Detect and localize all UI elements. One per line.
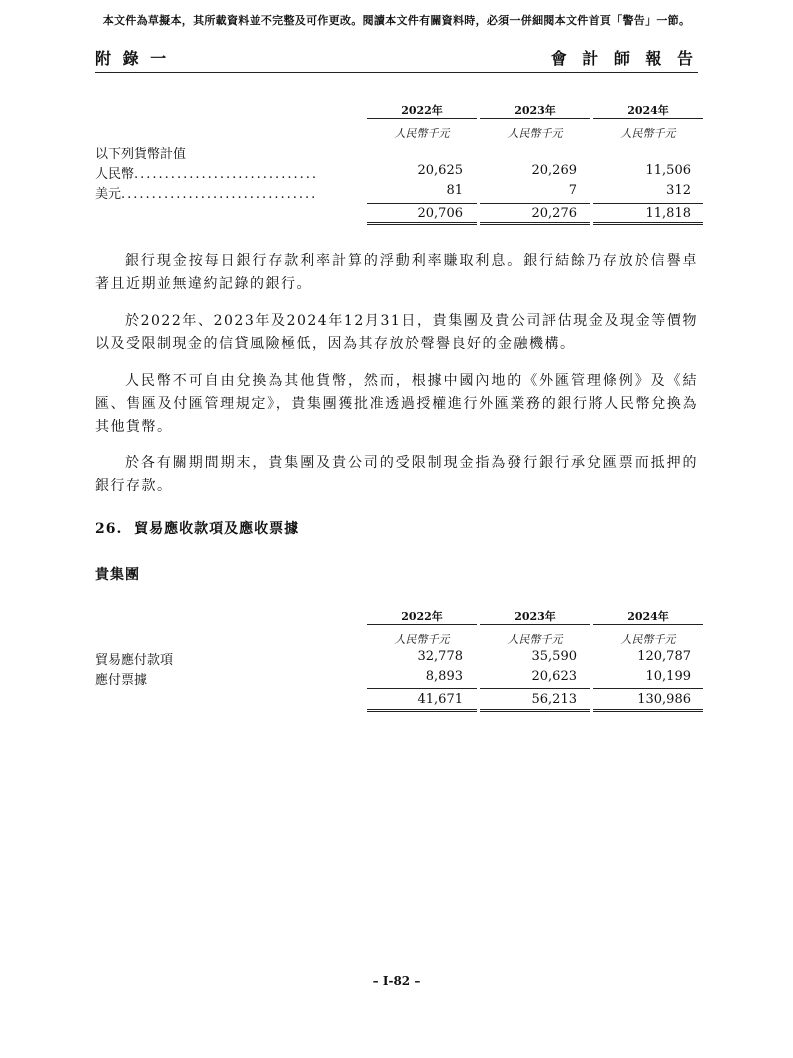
unit-label: 人民幣千元	[507, 633, 563, 646]
subtotal-rule	[480, 688, 590, 689]
total-value: 11,818	[645, 206, 691, 221]
subsection-heading: 貴集團	[95, 567, 140, 583]
total-value: 20,706	[417, 206, 463, 221]
col-year-2023: 2023年	[514, 610, 556, 623]
total-double-rule	[593, 222, 703, 225]
subtotal-rule	[480, 203, 590, 204]
paragraph: 於2022年、2023年及2024年12月31日，貴集團及貴公司評估現金及現金等價物以及受限制現金的信貸風險極低，因為其存放於聲譽良好的金融機構。	[95, 313, 698, 352]
section-heading: 26. 貿易應收款項及應收票據	[95, 521, 300, 537]
total-double-rule	[367, 709, 477, 712]
cell-value: 10,199	[645, 669, 691, 684]
total-double-rule	[480, 709, 590, 712]
subtotal-rule	[593, 203, 703, 204]
cell-value: 120,787	[637, 649, 691, 664]
row-label: 貿易應付款項	[95, 653, 174, 668]
total-double-rule	[593, 709, 703, 712]
unit-label: 人民幣千元	[394, 127, 450, 140]
row-label: 美元................................	[95, 187, 318, 202]
currency-table	[95, 100, 698, 230]
report-title: 會 計 師 報 告	[550, 49, 698, 68]
total-value: 41,671	[417, 692, 463, 707]
col-year-2022: 2022年	[401, 610, 443, 623]
paragraph: 於各有關期間期末，貴集團及貴公司的受限制現金指為發行銀行承兌匯票而抵押的銀行存款。	[95, 455, 698, 494]
year-underline	[480, 118, 590, 119]
year-underline	[593, 118, 703, 119]
cell-value: 81	[446, 183, 463, 198]
table-caption: 以下列貨幣計值	[95, 147, 187, 162]
cell-value: 20,623	[531, 669, 577, 684]
total-value: 20,276	[531, 206, 577, 221]
paragraph: 銀行現金按每日銀行存款利率計算的浮動利率賺取利息。銀行結餘乃存放於信譽卓著且近期並無違約記錄的銀行。	[95, 253, 698, 292]
row-label: 應付票據	[95, 673, 148, 688]
row-label: 人民幣..............................	[95, 167, 318, 182]
header-rule	[95, 72, 698, 73]
col-year-2024: 2024年	[627, 610, 669, 623]
paragraph: 人民幣不可自由兌換為其他貨幣，然而，根據中國內地的《外匯管理條例》及《結匯、售匯及付匯管理規定》，貴集團獲批准透過授權進行外匯業務的銀行將人民幣兌換為其他貨幣。	[95, 373, 698, 435]
year-underline	[480, 624, 590, 625]
total-double-rule	[480, 222, 590, 225]
cell-value: 8,893	[425, 669, 463, 684]
total-double-rule	[367, 222, 477, 225]
page-number: – I-82 –	[372, 974, 421, 988]
total-value: 56,213	[531, 692, 577, 707]
cell-value: 35,590	[531, 649, 577, 664]
unit-label: 人民幣千元	[394, 633, 450, 646]
cell-value: 32,778	[417, 649, 463, 664]
col-year-2024: 2024年	[627, 104, 669, 117]
unit-label: 人民幣千元	[507, 127, 563, 140]
draft-disclaimer: 本文件為草擬本，其所載資料並不完整及可作更改。閱讀本文件有關資料時，必須一併細閱本文件首頁「警告」一節。	[102, 14, 691, 27]
total-value: 130,986	[637, 692, 691, 707]
col-year-2022: 2022年	[401, 104, 443, 117]
year-underline	[367, 118, 477, 119]
cell-value: 11,506	[645, 163, 691, 178]
subtotal-rule	[593, 688, 703, 689]
subtotal-rule	[367, 203, 477, 204]
year-underline	[367, 624, 477, 625]
unit-label: 人民幣千元	[620, 633, 676, 646]
appendix-title: 附 錄 一	[95, 49, 170, 68]
col-year-2023: 2023年	[514, 104, 556, 117]
subtotal-rule	[367, 688, 477, 689]
receivables-table	[95, 606, 698, 716]
cell-value: 312	[666, 183, 691, 198]
cell-value: 20,269	[531, 163, 577, 178]
cell-value: 7	[568, 183, 577, 198]
unit-label: 人民幣千元	[620, 127, 676, 140]
cell-value: 20,625	[417, 163, 463, 178]
year-underline	[593, 624, 703, 625]
